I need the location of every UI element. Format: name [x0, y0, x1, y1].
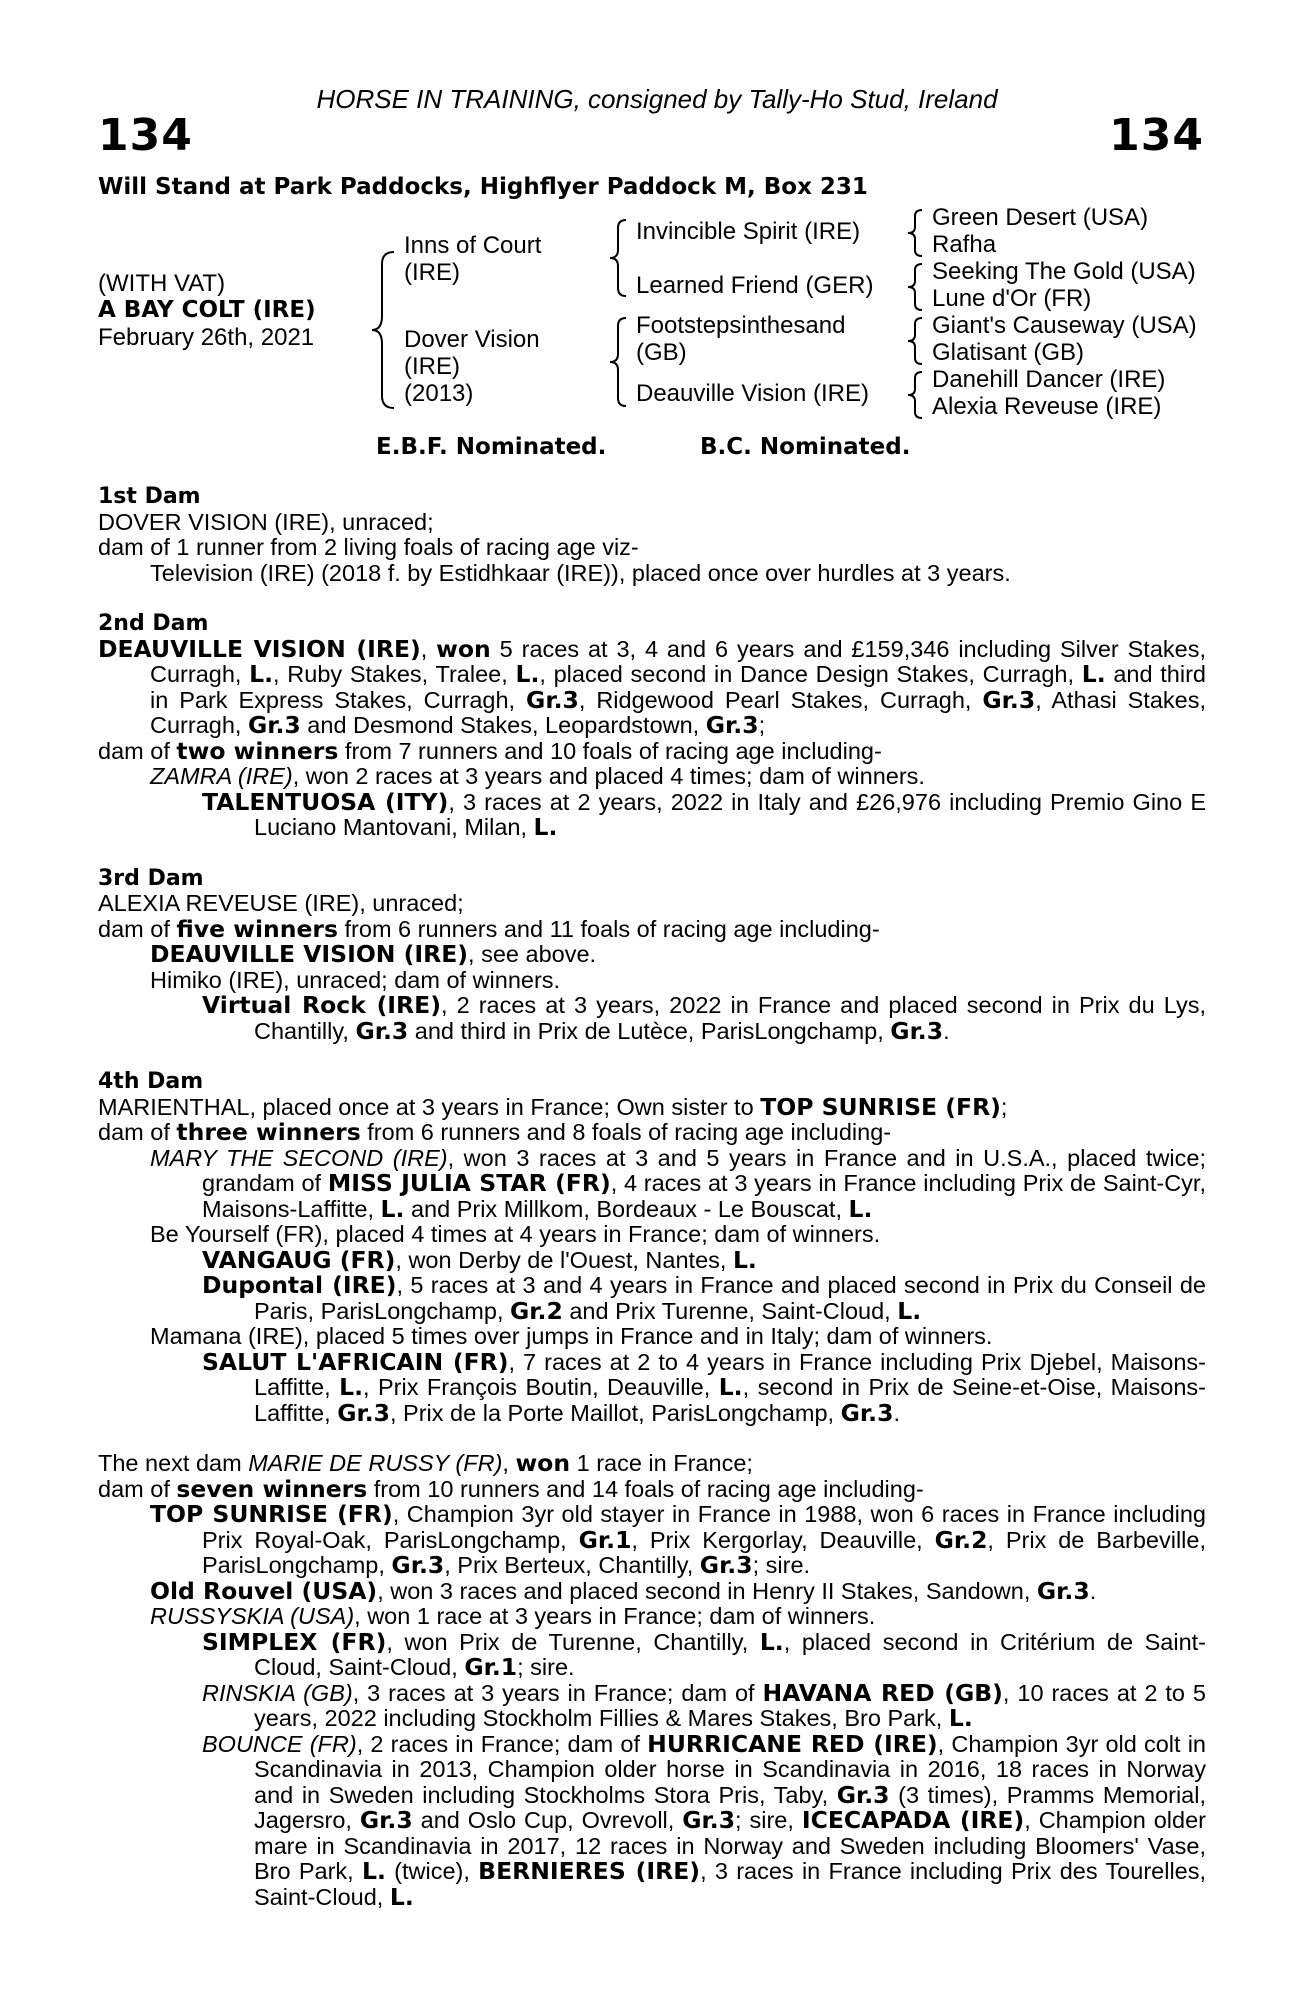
group-label: Gr.3: [359, 1806, 413, 1834]
record-text: ; sire,: [735, 1807, 802, 1833]
pedigree-sire-sire: Invincible Spirit (IRE): [636, 218, 861, 245]
winners-count: two winners: [176, 736, 339, 765]
pedigree-brace-sire: [608, 218, 632, 298]
listed-label: L.: [897, 1296, 922, 1325]
group-label: Gr.3: [1036, 1576, 1090, 1605]
won-label: won: [436, 634, 491, 663]
record-text: , 4 races at 3 years in France including Prix de Saint-Cyr, Maisons-Laffitte,: [202, 1170, 1206, 1222]
record-text: , Ruby Stakes, Tralee,: [273, 661, 516, 687]
record-text: MARIENTHAL, placed once at 3 years in France; Own sister to: [98, 1093, 761, 1120]
group-label: Gr.1: [578, 1525, 632, 1554]
offspring-himiko: Himiko (IRE), unraced; dam of winners.: [150, 966, 561, 993]
winners-count: three winners: [176, 1118, 361, 1146]
pedigree-brace-main: [370, 250, 400, 410]
first-dam-section: [98, 484, 1206, 586]
dam-records: [98, 484, 1206, 1910]
record-text: , Ridgewood Pearl Stakes, Curragh,: [578, 686, 983, 713]
stand-location: Will Stand at Park Paddocks, Highflyer Paddock M, Box 231: [98, 174, 868, 200]
page-header-title: HORSE IN TRAINING, consigned by Tally-Ho Stud, Ireland: [316, 84, 998, 114]
record-text: 5 races at 3, 4 and 6 years and £159,346 including Silver Stakes, Curragh,: [150, 635, 1206, 687]
group-label: Gr.3: [982, 685, 1036, 714]
second-dam-record: DEAUVILLE VISION (IRE), won 5 races at 3, 4 and 6 years and £159,346 including Silver Stakes, Curragh, L., Ruby Stakes, Tralee, L., placed second in Dance Design Stakes, Curragh, L. and third in Park Express Stakes, Curragh, Gr.3, Ridgewood Pearl Stakes, Curragh, Gr.3, Athasi Stakes, Curragh, Gr.3 and Desmond Stakes, Leopardstown, Gr.3;: [98, 634, 1206, 739]
produce-text: dam of: [98, 915, 177, 942]
produce-text: dam of: [98, 1119, 177, 1145]
offspring-be-yourself: Be Yourself (FR), placed 4 times at 4 years in France; dam of winners.: [150, 1221, 881, 1247]
horse-name: Dupontal (IRE): [202, 1271, 397, 1299]
horse-name: ICECAPADA (IRE): [801, 1806, 1025, 1834]
listed-label: L.: [948, 1704, 973, 1732]
record-text: , 3 races at 3 years in France; dam of: [352, 1679, 763, 1706]
record-text: , 2 races in France; dam of: [356, 1730, 648, 1757]
record-text: , Prix Kergorlay, Deauville,: [631, 1526, 935, 1553]
listed-label: L.: [339, 1373, 363, 1401]
third-dam-line: ALEXIA REVEUSE (IRE), unraced;: [98, 890, 464, 916]
horse-name: TOP SUNRISE (FR): [760, 1092, 1001, 1121]
horse-name: MARY THE SECOND (IRE): [150, 1144, 448, 1171]
pedigree-dam-sire: [636, 312, 845, 366]
record-text: , Champion 3yr old colt in Scandinavia in 2013, Champion older horse in Scandinavia in 2016, 18 races in Norway and in Sweden including Stockholms Stora Pris, Taby,: [254, 1730, 1206, 1808]
horse-name: BERNIERES (IRE): [478, 1857, 701, 1885]
group-label: Gr.3: [355, 1016, 409, 1045]
second-dam-section: [98, 611, 1206, 841]
record-text: , 3 races in France including Prix des Tourelles, Saint-Cloud,: [254, 1858, 1207, 1910]
record-text: ; sire.: [517, 1654, 575, 1680]
pedigree-sire-dam: Learned Friend (GER): [636, 272, 874, 299]
record-text: , Prix de Barbeville, ParisLongchamp,: [202, 1526, 1206, 1578]
third-dam-produce: [98, 914, 1206, 943]
record-text: , Champion 3yr old stayer in France in 1988, won 6 races in France including Prix Royal-Oak, ParisLongchamp,: [202, 1501, 1206, 1553]
third-dam-heading: 3rd Dam: [98, 865, 204, 891]
group-label: Gr.3: [247, 711, 301, 739]
first-dam-produce: dam of 1 runner from 2 living foals of racing age viz-: [98, 534, 639, 560]
record-text: (3 times), Pramms Memorial, Jagersro,: [254, 1781, 1207, 1833]
first-dam-offspring: Television (IRE) (2018 f. by Estidhkaar (IRE)), placed once over hurdles at 3 years.: [150, 559, 1011, 586]
record-text: , 10 races at 2 to 5 years, 2022 including Stockholm Fillies & Mares Stakes, Bro Park,: [254, 1679, 1206, 1731]
offspring-top-sunrise: [98, 1502, 1206, 1579]
bc-nomination: B.C. Nominated.: [700, 434, 911, 460]
pedigree-gen3-1: Green Desert (USA): [932, 204, 1149, 231]
pedigree-brace-2: [906, 262, 926, 312]
horse-name: VANGAUG (FR): [202, 1245, 396, 1274]
produce-text: from 10 runners and 14 foals of racing age including-: [367, 1475, 924, 1502]
listed-label: L.: [515, 660, 540, 688]
horse-name: ZAMRA (IRE): [150, 763, 293, 789]
record-text: ; sire.: [752, 1552, 811, 1578]
offspring-deauville: [98, 942, 1206, 968]
offspring-mary: [98, 1146, 1206, 1223]
group-label: Gr.3: [337, 1398, 390, 1427]
record-text: , placed second in Critérium de Saint-Cloud, Saint-Cloud,: [254, 1628, 1207, 1680]
produce-text: from 6 runners and 11 foals of racing age including-: [337, 915, 880, 942]
first-dam-heading: 1st Dam: [98, 484, 201, 509]
record-text: and Oslo Cup, Ovrevoll,: [412, 1807, 683, 1833]
dam-country: (IRE): [404, 353, 460, 380]
group-label: Gr.3: [682, 1806, 736, 1834]
dam-sire-country: (GB): [636, 339, 687, 366]
horse-identity: [98, 270, 316, 351]
pedigree-sire: [404, 232, 541, 286]
group-label: Gr.2: [510, 1296, 563, 1325]
ebf-nomination: E.B.F. Nominated.: [376, 434, 607, 460]
record-text: The next dam: [98, 1450, 249, 1476]
produce-text: dam of: [98, 737, 177, 764]
listed-label: L.: [533, 813, 558, 841]
listed-label: L.: [1081, 660, 1106, 688]
horse-name: MISS JULIA STAR (FR): [327, 1169, 611, 1197]
horse-name: Virtual Rock (IRE): [202, 991, 441, 1019]
vat-note: (WITH VAT): [98, 270, 226, 297]
listed-label: L.: [732, 1245, 757, 1274]
horse-name: SIMPLEX (FR): [202, 1627, 387, 1656]
horse-name: TOP SUNRISE (FR): [150, 1500, 393, 1528]
winners-count: five winners: [176, 914, 338, 943]
horse-name: RUSSYSKIA (USA): [150, 1603, 355, 1629]
second-dam-heading: 2nd Dam: [98, 611, 209, 636]
record-text: , Prix Berteux, Chantilly,: [444, 1552, 700, 1578]
pedigree-gen3-8: Alexia Reveuse (IRE): [932, 393, 1162, 420]
sire-name: Inns of Court: [404, 232, 542, 259]
horse-name: RINSKIA (GB): [202, 1679, 353, 1706]
listed-label: L.: [718, 1373, 743, 1401]
group-label: Gr.3: [836, 1780, 890, 1809]
horse-name: MARIE DE RUSSY (FR): [248, 1450, 503, 1476]
offspring-talentuosa: [98, 787, 1206, 841]
offspring-mamana: Mamana (IRE), placed 5 times over jumps in France and in Italy; dam of winners.: [150, 1323, 993, 1349]
offspring-zamra: [98, 764, 1206, 790]
record-text: , placed second in Dance Design Stakes, Curragh,: [539, 661, 1082, 687]
second-dam-produce: [98, 736, 1206, 765]
pedigree-gen3-6: Glatisant (GB): [932, 339, 1085, 366]
group-label: Gr.3: [391, 1551, 445, 1579]
listed-label: L.: [848, 1194, 873, 1223]
horse-name: HURRICANE RED (IRE): [647, 1729, 938, 1758]
offspring-virtual-rock: Virtual Rock (IRE), 2 races at 3 years, 2022 in France and placed second in Prix du Lys, Chantilly, Gr.3 and third in Prix de Lutèce, ParisLongchamp, Gr.3.: [202, 991, 1206, 1045]
pedigree-gen3-3: Seeking The Gold (USA): [932, 258, 1196, 285]
pedigree-gen3-7: Danehill Dancer (IRE): [932, 366, 1166, 393]
fourth-dam-produce: [98, 1120, 1206, 1146]
pedigree-brace-dam: [608, 316, 632, 408]
horse-name: A BAY COLT (IRE): [98, 297, 316, 323]
listed-label: L.: [361, 1857, 386, 1885]
listed-label: L.: [249, 660, 274, 688]
offspring-old-rouvel: Old Rouvel (USA), won 3 races and placed second in Henry II Stakes, Sandown, Gr.3.: [150, 1576, 1097, 1605]
listed-label: L.: [759, 1627, 784, 1656]
pedigree-dam-dam: Deauville Vision (IRE): [636, 380, 869, 407]
offspring-simplex: [98, 1627, 1207, 1681]
record-text: , see above.: [468, 941, 597, 967]
produce-text: dam of: [98, 1475, 177, 1502]
record-text: , won 2 races at 3 years and placed 4 times; dam of winners.: [292, 763, 925, 789]
next-dam-section: [98, 1451, 1206, 1910]
record-text: , 7 races at 2 to 4 years in France including Prix Djebel, Maisons-Laffitte,: [254, 1348, 1206, 1400]
pedigree-gen3-2: Rafha: [932, 231, 997, 258]
horse-name: DEAUVILLE VISION (IRE): [150, 940, 469, 968]
horse-name: SALUT L'AFRICAIN (FR): [202, 1347, 509, 1376]
offspring-salut: SALUT L'AFRICAIN (FR), 7 races at 2 to 4 years in France including Prix Djebel, Maisons-Laffitte, L., Prix François Boutin, Deauville, L., second in Prix de Seine-et-Oise, Maisons-Laffitte, Gr.3, Prix de la Porte Maillot, ParisLongchamp, Gr.3.: [202, 1347, 1206, 1427]
offspring-dupontal: [98, 1273, 1206, 1324]
record-text: , Prix de la Porte Maillot, ParisLongchamp,: [390, 1399, 841, 1426]
next-dam-produce: [98, 1474, 1206, 1503]
lot-number-left: 134: [98, 110, 193, 161]
pedigree-brace-3: [906, 316, 926, 366]
pedigree-gen3-4: Lune d'Or (FR): [932, 285, 1092, 312]
dam-sire-name: Footstepsinthesand: [636, 312, 846, 339]
group-label: Gr.1: [464, 1653, 518, 1681]
record-text: (twice),: [385, 1858, 479, 1884]
record-text: , won 1 race at 3 years in France; dam of winners.: [354, 1603, 876, 1629]
pedigree-dam: [404, 326, 540, 407]
horse-name: TALENTUOSA (ITY): [202, 787, 449, 816]
record-text: , Champion older mare in Scandinavia in 2017, 12 races in Norway and Sweden including Bloomers' Vase, Bro Park,: [254, 1807, 1206, 1884]
pedigree-brace-4: [906, 370, 926, 420]
dam-name: Dover Vision: [404, 326, 540, 353]
first-dam-line: DOVER VISION (IRE), unraced;: [98, 508, 434, 535]
group-label: Gr.3: [890, 1016, 944, 1045]
group-label: Gr.3: [699, 1551, 753, 1579]
winners-count: seven winners: [176, 1474, 368, 1503]
fourth-dam-line: MARIENTHAL, placed once at 3 years in France; Own sister to TOP SUNRISE (FR);: [98, 1092, 1008, 1121]
foaling-date: February 26th, 2021: [98, 324, 315, 351]
next-dam-line: The next dam MARIE DE RUSSY (FR), won 1 race in France;: [98, 1449, 753, 1477]
sire-country: (IRE): [404, 259, 460, 286]
record-text: and third in Park Express Stakes, Curragh,: [150, 661, 1206, 713]
record-text: , won Prix de Turenne, Chantilly,: [386, 1628, 760, 1655]
record-text: , Prix François Boutin, Deauville,: [363, 1374, 719, 1400]
horse-name: HAVANA RED (GB): [762, 1678, 1003, 1707]
third-dam-section: [98, 866, 1206, 1045]
listed-label: L.: [380, 1194, 405, 1223]
record-text: , second in Prix de Seine-et-Oise, Maisons-Laffitte,: [254, 1374, 1206, 1426]
produce-text: from 7 runners and 10 foals of racing age including-: [338, 737, 882, 764]
offspring-vangaug: [98, 1245, 1206, 1274]
listed-label: L.: [389, 1882, 414, 1911]
offspring-bounce: [98, 1729, 1207, 1911]
group-label: Gr.3: [840, 1398, 894, 1427]
group-label: Gr.3: [705, 711, 759, 739]
record-text: and third in Prix de Lutèce, ParisLongchamp,: [408, 1017, 891, 1044]
record-text: , 2 races at 3 years, 2022 in France and placed second in Prix du Lys, Chantilly,: [254, 992, 1206, 1044]
pedigree-gen3-5: Giant's Causeway (USA): [932, 312, 1197, 339]
record-text: , 5 races at 3 and 4 years in France and placed second in Prix du Conseil de Paris, ParisLongchamp,: [254, 1272, 1207, 1324]
offspring-rinskia: [98, 1678, 1206, 1732]
record-text: , Athasi Stakes, Curragh,: [150, 686, 1206, 738]
record-text: , won 3 races and placed second in Henry II Stakes, Sandown,: [377, 1577, 1037, 1604]
pedigree-brace-1: [906, 208, 926, 258]
fourth-dam-section: [98, 1069, 1206, 1426]
offspring-russyskia: [98, 1604, 1206, 1630]
fourth-dam-heading: 4th Dam: [98, 1069, 204, 1094]
record-text: and Prix Turenne, Saint-Cloud,: [562, 1297, 898, 1324]
record-text: , won Derby de l'Ouest, Nantes,: [395, 1246, 733, 1273]
horse-name: DEAUVILLE VISION (IRE): [98, 634, 421, 663]
record-text: 1 race in France;: [570, 1450, 753, 1476]
horse-name: Old Rouvel (USA): [150, 1576, 378, 1605]
horse-name: BOUNCE (FR): [202, 1730, 357, 1757]
dam-year: (2013): [404, 380, 474, 407]
won-label: won: [515, 1449, 571, 1477]
record-text: , won 3 races at 3 and 5 years in France and in U.S.A., placed twice; grandam of: [202, 1144, 1206, 1196]
record-text: and Prix Millkom, Bordeaux - Le Bouscat,: [404, 1195, 849, 1222]
produce-text: from 6 runners and 8 foals of racing age including-: [360, 1119, 892, 1145]
group-label: Gr.2: [934, 1525, 988, 1554]
lot-number-right: 134: [1109, 110, 1204, 161]
group-label: Gr.3: [526, 685, 579, 714]
record-text: and Desmond Stakes, Leopardstown,: [300, 712, 706, 738]
record-text: , 3 races at 2 years, 2022 in Italy and £26,976 including Premio Gino E Luciano Mantovani, Milan,: [254, 788, 1206, 840]
